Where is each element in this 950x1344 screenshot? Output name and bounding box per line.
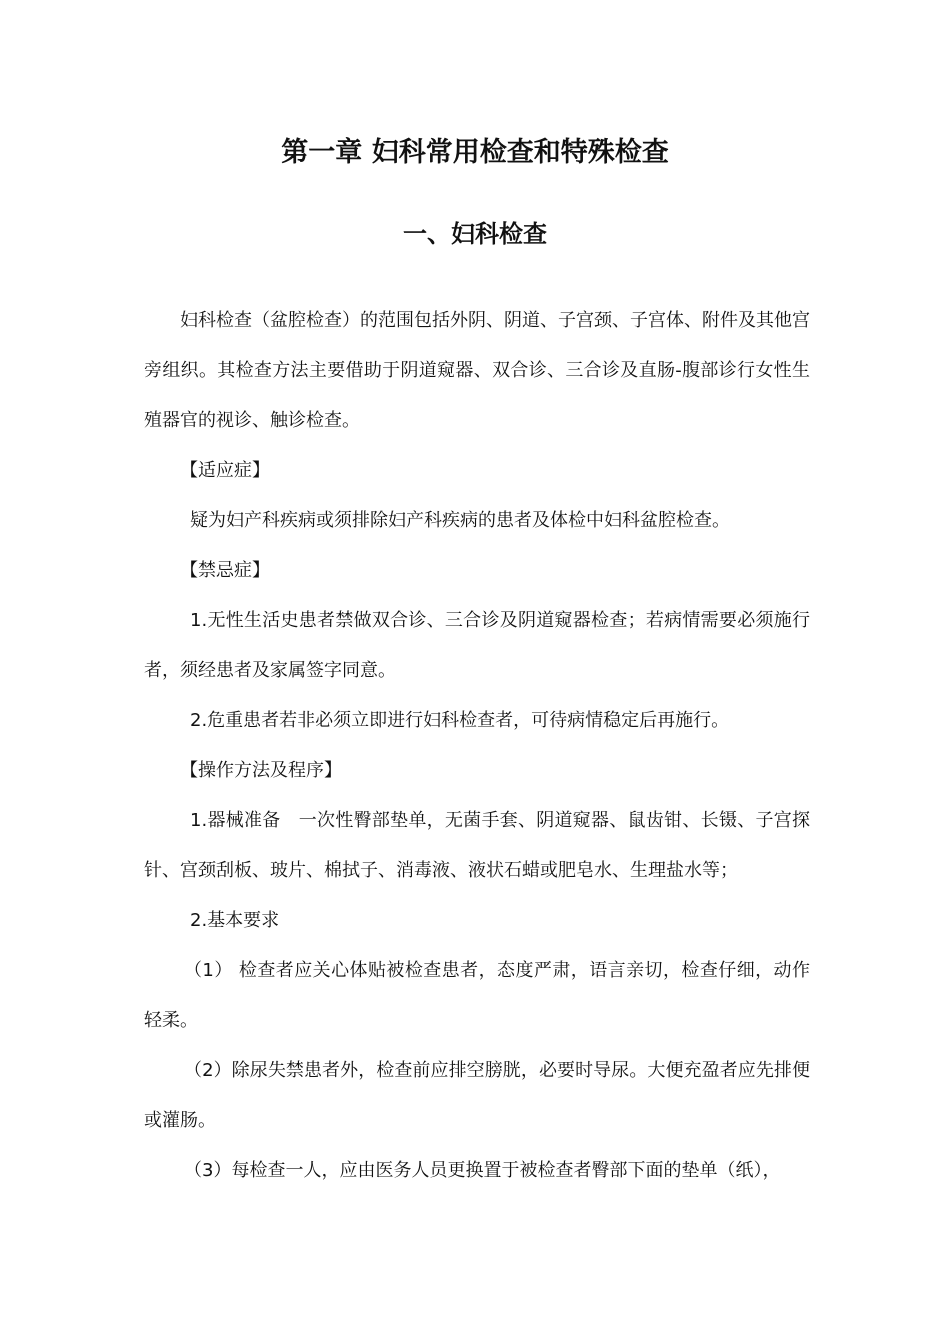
intro-paragraph: 妇科检查（盆腔检查）的范围包括外阴、阴道、子宫颈、子宫体、附件及其他宫旁组织。其检查方法主要借助于阴道窥器、双合诊、三合诊及直肠-腹部诊行女性生殖器官的视诊、触诊检查。 xyxy=(144,310,810,431)
requirement-item-1: （1） 检查者应关心体贴被检查患者，态度严肃，语言亲切，检查仔细，动作轻柔。 xyxy=(144,960,810,1031)
chapter-title: 第一章 妇科常用检查和特殊检查 xyxy=(281,137,669,168)
requirement-item-3: （3）每检查一人，应由医务人员更换置于被检查者臀部下面的垫单（纸）， xyxy=(184,1160,781,1181)
section-title: 一、妇科检查 xyxy=(403,220,547,248)
document-body xyxy=(144,296,810,1196)
procedure-item-2: 2.基本要求 xyxy=(190,910,280,931)
contraindications-heading: 【禁忌症】 xyxy=(180,560,270,581)
procedure-heading: 【操作方法及程序】 xyxy=(180,760,342,781)
requirement-item-2: （2）除尿失禁患者外，检查前应排空膀胱，必要时导尿。大便充盈者应先排便或灌肠。 xyxy=(144,1060,810,1131)
indications-paragraph: 疑为妇产科疾病或须排除妇产科疾病的患者及体检中妇科盆腔检查。 xyxy=(190,510,730,531)
procedure-item-1: 1.器械准备 一次性臀部垫单，无菌手套、阴道窥器、鼠齿钳、长镊、子宫探针、宫颈刮板、玻片、棉拭子、消毒液、液状石蜡或肥皂水、生理盐水等； xyxy=(144,810,810,881)
indications-heading: 【适应症】 xyxy=(180,460,270,481)
contraindication-item-2: 2.危重患者若非必须立即进行妇科检查者，可待病情稳定后再施行。 xyxy=(190,710,730,731)
contraindication-item-1: 1.无性生活史患者禁做双合诊、三合诊及阴道窥器检查；若病情需要必须施行者，须经患者及家属签字同意。 xyxy=(144,610,810,681)
